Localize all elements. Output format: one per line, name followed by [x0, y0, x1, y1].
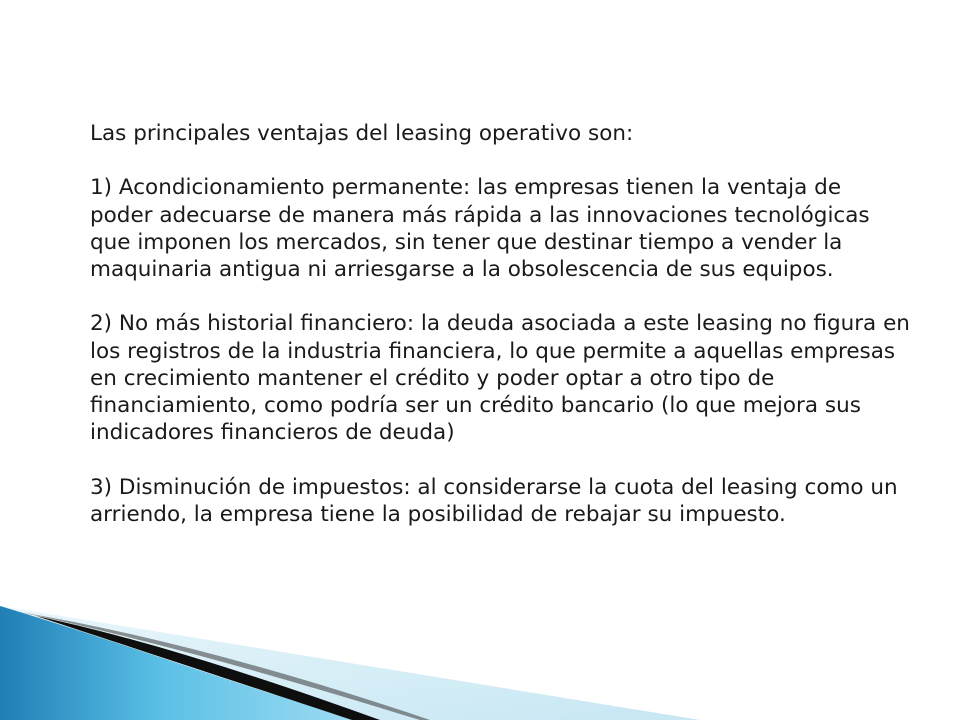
- point-3: 3) Disminución de impuestos: al considerarse la cuota del leasing como un arriendo, la empresa tiene la posibilidad de rebajar su impuesto.: [90, 474, 898, 527]
- light-swoosh: [0, 606, 700, 720]
- intro-text: Las principales ventajas del leasing operativo son:: [90, 121, 634, 146]
- dark-streak: [36, 616, 380, 720]
- text-body: [90, 120, 910, 528]
- blue-swoosh: [0, 606, 360, 720]
- dark-streak-thin: [20, 612, 430, 720]
- point-1: 1) Acondicionamiento permanente: las empresas tienen la ventaja de poder adecuarse de manera más rápida a las innovaciones tecnológicas que imponen los mercados, sin tener que destinar tiempo a vender la maquinaria antigua ni arriesgarse a la obsolescencia de sus equipos.: [90, 175, 870, 282]
- point-2: 2) No más historial financiero: la deuda asociada a este leasing no figura en los registros de la industria financiera, lo que permite a aquellas empresas en crecimiento mantener el crédito y poder optar a otro tipo de financiamiento, como podría ser un crédito bancario (lo que mejora sus indicadores financieros de deuda): [90, 311, 910, 446]
